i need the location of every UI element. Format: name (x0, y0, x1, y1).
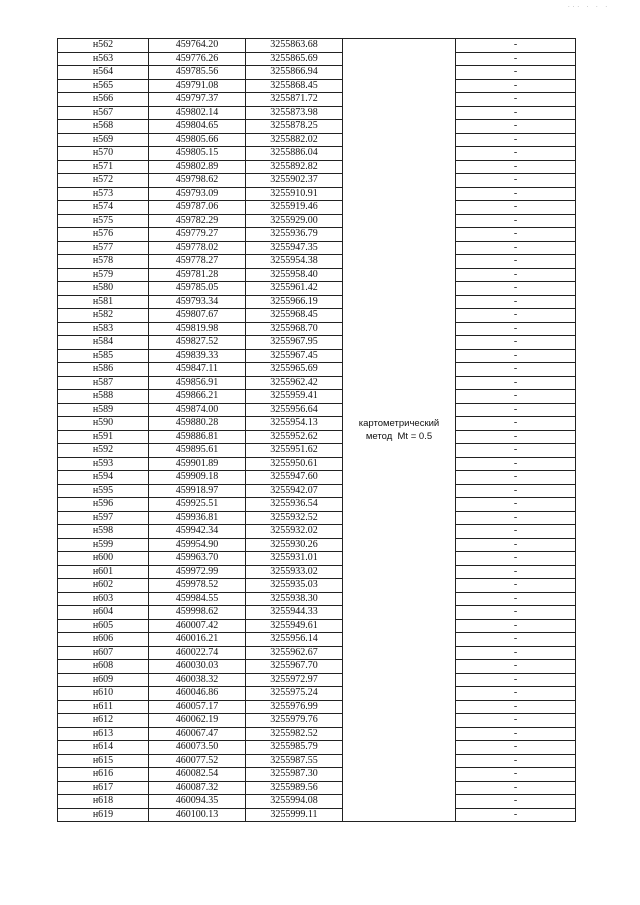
note-cell: - (456, 255, 576, 269)
table-row (58, 201, 576, 215)
y-coordinate-cell: 3255933.02 (246, 565, 343, 579)
point-number-cell: н616 (58, 768, 149, 782)
table-row (58, 52, 576, 66)
note-cell: - (456, 619, 576, 633)
point-number-cell: н593 (58, 457, 149, 471)
point-number-cell: н584 (58, 336, 149, 350)
point-number-cell: н586 (58, 363, 149, 377)
point-number-cell: н590 (58, 417, 149, 431)
x-coordinate-cell: 459998.62 (149, 606, 246, 620)
table-row (58, 214, 576, 228)
x-coordinate-cell: 459781.28 (149, 268, 246, 282)
x-coordinate-cell: 460038.32 (149, 673, 246, 687)
y-coordinate-cell: 3255930.26 (246, 538, 343, 552)
y-coordinate-cell: 3255967.45 (246, 349, 343, 363)
point-number-cell: н596 (58, 498, 149, 512)
table-row (58, 403, 576, 417)
note-cell: - (456, 646, 576, 660)
note-cell: - (456, 538, 576, 552)
point-number-cell: н589 (58, 403, 149, 417)
x-coordinate-cell: 459866.21 (149, 390, 246, 404)
note-cell: - (456, 147, 576, 161)
x-coordinate-cell: 459880.28 (149, 417, 246, 431)
note-cell: - (456, 268, 576, 282)
point-number-cell: н562 (58, 39, 149, 53)
y-coordinate-cell: 3255956.14 (246, 633, 343, 647)
note-cell: - (456, 363, 576, 377)
x-coordinate-cell: 459925.51 (149, 498, 246, 512)
table-row (58, 106, 576, 120)
note-cell: - (456, 525, 576, 539)
y-coordinate-cell: 3255961.42 (246, 282, 343, 296)
x-coordinate-cell: 459778.02 (149, 241, 246, 255)
x-coordinate-cell: 459764.20 (149, 39, 246, 53)
note-cell: - (456, 390, 576, 404)
y-coordinate-cell: 3255966.19 (246, 295, 343, 309)
point-number-cell: н576 (58, 228, 149, 242)
x-coordinate-cell: 459778.27 (149, 255, 246, 269)
point-number-cell: н611 (58, 700, 149, 714)
y-coordinate-cell: 3255932.02 (246, 525, 343, 539)
x-coordinate-cell: 459776.26 (149, 52, 246, 66)
y-coordinate-cell: 3255956.64 (246, 403, 343, 417)
table-row (58, 228, 576, 242)
point-number-cell: н569 (58, 133, 149, 147)
table-row (58, 363, 576, 377)
table-row (58, 660, 576, 674)
point-number-cell: н594 (58, 471, 149, 485)
y-coordinate-cell: 3255968.70 (246, 322, 343, 336)
point-number-cell: н583 (58, 322, 149, 336)
x-coordinate-cell: 460057.17 (149, 700, 246, 714)
x-coordinate-cell: 459805.66 (149, 133, 246, 147)
point-number-cell: н588 (58, 390, 149, 404)
method-line-2: метод Mt = 0.5 (365, 431, 433, 442)
note-cell: - (456, 174, 576, 188)
x-coordinate-cell: 459782.29 (149, 214, 246, 228)
y-coordinate-cell: 3255982.52 (246, 727, 343, 741)
y-coordinate-cell: 3255878.25 (246, 120, 343, 134)
y-coordinate-cell: 3255952.62 (246, 430, 343, 444)
y-coordinate-cell: 3255975.24 (246, 687, 343, 701)
table-row (58, 336, 576, 350)
x-coordinate-cell: 459802.89 (149, 160, 246, 174)
table-row (58, 741, 576, 755)
point-number-cell: н592 (58, 444, 149, 458)
table-row (58, 673, 576, 687)
x-coordinate-cell: 459886.81 (149, 430, 246, 444)
table-row (58, 322, 576, 336)
y-coordinate-cell: 3255910.91 (246, 187, 343, 201)
y-coordinate-cell: 3255868.45 (246, 79, 343, 93)
point-number-cell: н603 (58, 592, 149, 606)
point-number-cell: н619 (58, 808, 149, 822)
x-coordinate-cell: 459802.14 (149, 106, 246, 120)
table-row (58, 592, 576, 606)
note-cell: - (456, 808, 576, 822)
x-coordinate-cell: 459874.00 (149, 403, 246, 417)
x-coordinate-cell: 459787.06 (149, 201, 246, 215)
point-number-cell: н605 (58, 619, 149, 633)
note-cell: - (456, 633, 576, 647)
x-coordinate-cell: 460100.13 (149, 808, 246, 822)
table-row (58, 93, 576, 107)
x-coordinate-cell: 459807.67 (149, 309, 246, 323)
point-number-cell: н566 (58, 93, 149, 107)
point-number-cell: н602 (58, 579, 149, 593)
table-row (58, 525, 576, 539)
x-coordinate-cell: 459895.61 (149, 444, 246, 458)
y-coordinate-cell: 3255999.11 (246, 808, 343, 822)
table-row (58, 147, 576, 161)
note-cell: - (456, 93, 576, 107)
table-row (58, 538, 576, 552)
x-coordinate-cell: 459847.11 (149, 363, 246, 377)
note-cell: - (456, 66, 576, 80)
method-line-1: картометрический (358, 418, 440, 429)
note-cell: - (456, 484, 576, 498)
y-coordinate-cell: 3255902.37 (246, 174, 343, 188)
note-cell: - (456, 430, 576, 444)
table-row (58, 349, 576, 363)
note-cell: - (456, 673, 576, 687)
table-row (58, 268, 576, 282)
boundary-points-table (57, 38, 576, 822)
note-cell: - (456, 120, 576, 134)
table-row (58, 174, 576, 188)
y-coordinate-cell: 3255944.33 (246, 606, 343, 620)
x-coordinate-cell: 459805.15 (149, 147, 246, 161)
x-coordinate-cell: 459819.98 (149, 322, 246, 336)
y-coordinate-cell: 3255949.61 (246, 619, 343, 633)
point-number-cell: н609 (58, 673, 149, 687)
table-row (58, 457, 576, 471)
table-body (58, 39, 576, 822)
note-cell: - (456, 295, 576, 309)
y-coordinate-cell: 3255947.60 (246, 471, 343, 485)
point-number-cell: н574 (58, 201, 149, 215)
y-coordinate-cell: 3255967.95 (246, 336, 343, 350)
note-cell: - (456, 39, 576, 53)
table-row (58, 633, 576, 647)
point-number-cell: н617 (58, 781, 149, 795)
y-coordinate-cell: 3255950.61 (246, 457, 343, 471)
note-cell: - (456, 741, 576, 755)
y-coordinate-cell: 3255942.07 (246, 484, 343, 498)
x-coordinate-cell: 459793.34 (149, 295, 246, 309)
x-coordinate-cell: 459963.70 (149, 552, 246, 566)
note-cell: - (456, 471, 576, 485)
note-cell: - (456, 444, 576, 458)
table-row (58, 376, 576, 390)
x-coordinate-cell: 459797.37 (149, 93, 246, 107)
note-cell: - (456, 79, 576, 93)
point-number-cell: н575 (58, 214, 149, 228)
point-number-cell: н582 (58, 309, 149, 323)
x-coordinate-cell: 459785.56 (149, 66, 246, 80)
y-coordinate-cell: 3255987.30 (246, 768, 343, 782)
note-cell: - (456, 201, 576, 215)
x-coordinate-cell: 459785.05 (149, 282, 246, 296)
note-cell: - (456, 714, 576, 728)
point-number-cell: н564 (58, 66, 149, 80)
table-row (58, 700, 576, 714)
point-number-cell: н618 (58, 795, 149, 809)
point-number-cell: н604 (58, 606, 149, 620)
y-coordinate-cell: 3255967.70 (246, 660, 343, 674)
table-row (58, 39, 576, 53)
point-number-cell: н601 (58, 565, 149, 579)
table-row (58, 390, 576, 404)
table-row (58, 295, 576, 309)
note-cell: - (456, 592, 576, 606)
scan-corner-marks: ... . . . (568, 3, 611, 9)
table-row (58, 66, 576, 80)
table-row (58, 579, 576, 593)
note-cell: - (456, 376, 576, 390)
y-coordinate-cell: 3255968.45 (246, 309, 343, 323)
point-number-cell: н581 (58, 295, 149, 309)
note-cell: - (456, 133, 576, 147)
note-cell: - (456, 403, 576, 417)
y-coordinate-cell: 3255865.69 (246, 52, 343, 66)
table-row (58, 282, 576, 296)
table-row (58, 241, 576, 255)
point-number-cell: н580 (58, 282, 149, 296)
y-coordinate-cell: 3255919.46 (246, 201, 343, 215)
point-number-cell: н610 (58, 687, 149, 701)
y-coordinate-cell: 3255959.41 (246, 390, 343, 404)
table-row (58, 417, 576, 431)
x-coordinate-cell: 460030.03 (149, 660, 246, 674)
table-row (58, 795, 576, 809)
point-number-cell: н608 (58, 660, 149, 674)
note-cell: - (456, 241, 576, 255)
x-coordinate-cell: 459798.62 (149, 174, 246, 188)
y-coordinate-cell: 3255962.42 (246, 376, 343, 390)
point-number-cell: н565 (58, 79, 149, 93)
point-number-cell: н568 (58, 120, 149, 134)
note-cell: - (456, 228, 576, 242)
y-coordinate-cell: 3255958.40 (246, 268, 343, 282)
table-row (58, 727, 576, 741)
table-row (58, 498, 576, 512)
x-coordinate-cell: 459804.65 (149, 120, 246, 134)
point-number-cell: н598 (58, 525, 149, 539)
note-cell: - (456, 781, 576, 795)
x-coordinate-cell: 459954.90 (149, 538, 246, 552)
x-coordinate-cell: 459972.99 (149, 565, 246, 579)
y-coordinate-cell: 3255871.72 (246, 93, 343, 107)
x-coordinate-cell: 459791.08 (149, 79, 246, 93)
y-coordinate-cell: 3255931.01 (246, 552, 343, 566)
y-coordinate-cell: 3255935.03 (246, 579, 343, 593)
point-number-cell: н579 (58, 268, 149, 282)
note-cell: - (456, 309, 576, 323)
table-row (58, 187, 576, 201)
point-number-cell: н597 (58, 511, 149, 525)
table-row (58, 133, 576, 147)
y-coordinate-cell: 3255951.62 (246, 444, 343, 458)
table-row (58, 511, 576, 525)
y-coordinate-cell: 3255954.38 (246, 255, 343, 269)
note-cell: - (456, 106, 576, 120)
x-coordinate-cell: 460094.35 (149, 795, 246, 809)
x-coordinate-cell: 459839.33 (149, 349, 246, 363)
x-coordinate-cell: 460016.21 (149, 633, 246, 647)
note-cell: - (456, 336, 576, 350)
y-coordinate-cell: 3255866.94 (246, 66, 343, 80)
note-cell: - (456, 565, 576, 579)
x-coordinate-cell: 459827.52 (149, 336, 246, 350)
x-coordinate-cell: 459918.97 (149, 484, 246, 498)
y-coordinate-cell: 3255972.97 (246, 673, 343, 687)
y-coordinate-cell: 3255954.13 (246, 417, 343, 431)
x-coordinate-cell: 460022.74 (149, 646, 246, 660)
table-row (58, 79, 576, 93)
x-coordinate-cell: 460087.32 (149, 781, 246, 795)
table-row (58, 714, 576, 728)
point-number-cell: н563 (58, 52, 149, 66)
note-cell: - (456, 160, 576, 174)
note-cell: - (456, 187, 576, 201)
note-cell: - (456, 727, 576, 741)
y-coordinate-cell: 3255989.56 (246, 781, 343, 795)
note-cell: - (456, 660, 576, 674)
table-row (58, 646, 576, 660)
note-cell: - (456, 579, 576, 593)
y-coordinate-cell: 3255873.98 (246, 106, 343, 120)
note-cell: - (456, 457, 576, 471)
table-row (58, 754, 576, 768)
point-number-cell: н578 (58, 255, 149, 269)
note-cell: - (456, 754, 576, 768)
y-coordinate-cell: 3255979.76 (246, 714, 343, 728)
point-number-cell: н591 (58, 430, 149, 444)
x-coordinate-cell: 459779.27 (149, 228, 246, 242)
y-coordinate-cell: 3255965.69 (246, 363, 343, 377)
table-row (58, 471, 576, 485)
table-row (58, 768, 576, 782)
point-number-cell: н600 (58, 552, 149, 566)
note-cell: - (456, 700, 576, 714)
point-number-cell: н585 (58, 349, 149, 363)
note-cell: - (456, 687, 576, 701)
x-coordinate-cell: 460007.42 (149, 619, 246, 633)
note-cell: - (456, 795, 576, 809)
note-cell: - (456, 768, 576, 782)
table-row (58, 619, 576, 633)
note-cell: - (456, 282, 576, 296)
x-coordinate-cell: 460082.54 (149, 768, 246, 782)
note-cell: - (456, 52, 576, 66)
table-row (58, 309, 576, 323)
x-coordinate-cell: 460046.86 (149, 687, 246, 701)
y-coordinate-cell: 3255882.02 (246, 133, 343, 147)
y-coordinate-cell: 3255994.08 (246, 795, 343, 809)
point-number-cell: н613 (58, 727, 149, 741)
x-coordinate-cell: 459901.89 (149, 457, 246, 471)
point-number-cell: н573 (58, 187, 149, 201)
point-number-cell: н599 (58, 538, 149, 552)
table-row (58, 552, 576, 566)
note-cell: - (456, 349, 576, 363)
note-cell: - (456, 498, 576, 512)
note-cell: - (456, 214, 576, 228)
y-coordinate-cell: 3255962.67 (246, 646, 343, 660)
x-coordinate-cell: 459942.34 (149, 525, 246, 539)
x-coordinate-cell: 460067.47 (149, 727, 246, 741)
x-coordinate-cell: 459978.52 (149, 579, 246, 593)
x-coordinate-cell: 459984.55 (149, 592, 246, 606)
table-row (58, 120, 576, 134)
table-row (58, 781, 576, 795)
table-row (58, 430, 576, 444)
table-row (58, 606, 576, 620)
x-coordinate-cell: 460062.19 (149, 714, 246, 728)
point-number-cell: н570 (58, 147, 149, 161)
table-row (58, 565, 576, 579)
y-coordinate-cell: 3255947.35 (246, 241, 343, 255)
y-coordinate-cell: 3255863.68 (246, 39, 343, 53)
x-coordinate-cell: 459909.18 (149, 471, 246, 485)
x-coordinate-cell: 459936.81 (149, 511, 246, 525)
point-number-cell: н595 (58, 484, 149, 498)
table-row (58, 160, 576, 174)
y-coordinate-cell: 3255932.52 (246, 511, 343, 525)
point-number-cell: н572 (58, 174, 149, 188)
y-coordinate-cell: 3255938.30 (246, 592, 343, 606)
table-row (58, 255, 576, 269)
y-coordinate-cell: 3255987.55 (246, 754, 343, 768)
y-coordinate-cell: 3255892.82 (246, 160, 343, 174)
method-cell (343, 39, 456, 822)
y-coordinate-cell: 3255936.54 (246, 498, 343, 512)
y-coordinate-cell: 3255929.00 (246, 214, 343, 228)
y-coordinate-cell: 3255936.79 (246, 228, 343, 242)
note-cell: - (456, 417, 576, 431)
y-coordinate-cell: 3255985.79 (246, 741, 343, 755)
point-number-cell: н567 (58, 106, 149, 120)
table-row (58, 444, 576, 458)
x-coordinate-cell: 459793.09 (149, 187, 246, 201)
point-number-cell: н577 (58, 241, 149, 255)
point-number-cell: н587 (58, 376, 149, 390)
note-cell: - (456, 511, 576, 525)
y-coordinate-cell: 3255976.99 (246, 700, 343, 714)
table-row (58, 808, 576, 822)
note-cell: - (456, 552, 576, 566)
x-coordinate-cell: 460073.50 (149, 741, 246, 755)
point-number-cell: н606 (58, 633, 149, 647)
point-number-cell: н615 (58, 754, 149, 768)
note-cell: - (456, 606, 576, 620)
point-number-cell: н612 (58, 714, 149, 728)
point-number-cell: н614 (58, 741, 149, 755)
x-coordinate-cell: 460077.52 (149, 754, 246, 768)
y-coordinate-cell: 3255886.04 (246, 147, 343, 161)
table-row (58, 687, 576, 701)
x-coordinate-cell: 459856.91 (149, 376, 246, 390)
table-row (58, 484, 576, 498)
note-cell: - (456, 322, 576, 336)
point-number-cell: н571 (58, 160, 149, 174)
point-number-cell: н607 (58, 646, 149, 660)
